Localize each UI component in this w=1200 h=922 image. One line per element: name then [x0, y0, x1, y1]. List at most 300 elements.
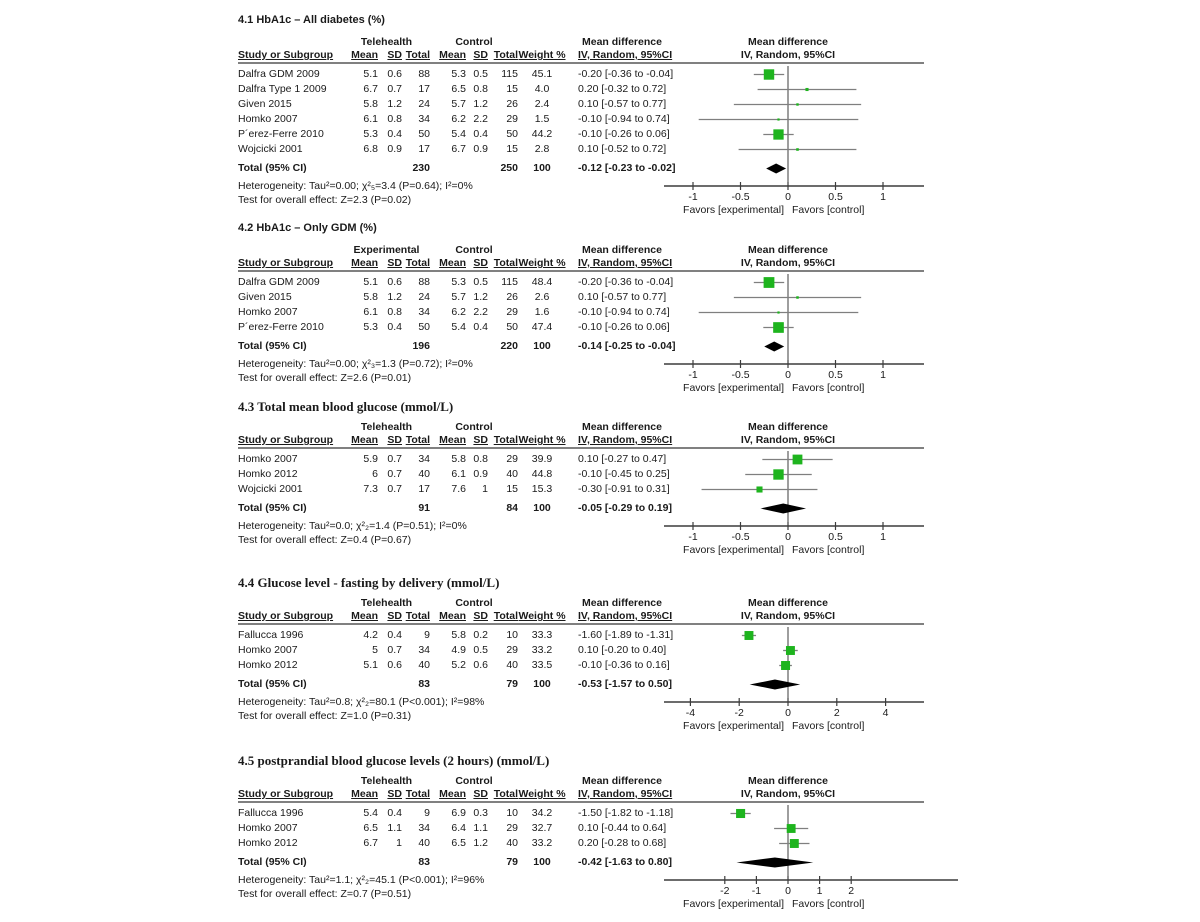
heterogeneity-text: Heterogeneity: Tau²=1.1; χ²₂=45.1 (P<0.001); I²=96%: [238, 874, 485, 886]
sd1-value: 0.4: [387, 128, 402, 140]
mean1-value: 4.2: [363, 629, 378, 641]
sd2-value: 0.5: [473, 276, 488, 288]
total1-value: 24: [418, 98, 430, 110]
study-name: Wojcicki 2001: [238, 143, 303, 155]
spacer: [466, 677, 488, 692]
plot-header-line2: IV, Random, 95%CI: [740, 788, 836, 800]
spacer: [566, 855, 578, 870]
total2-value: 50: [506, 128, 518, 140]
axis-tick-label: -0.5: [731, 531, 750, 543]
col-total2-header: Total: [493, 610, 518, 622]
axis-tick-label: -1: [688, 369, 698, 381]
mean1-value: 6.1: [363, 306, 378, 318]
total1-value: 17: [418, 143, 430, 155]
study-name: Given 2015: [238, 291, 292, 303]
weight-value: 48.4: [531, 276, 553, 288]
effect-square: [756, 486, 762, 492]
mean1-value: 5: [372, 644, 378, 656]
group-spacer: [518, 421, 566, 434]
favors-left-label: Favors [experimental]: [683, 382, 784, 394]
forest-plot-canvas: [658, 222, 970, 406]
col-sd2-header: SD: [473, 610, 488, 622]
sd1-value: 0.6: [387, 659, 402, 671]
spacer: [566, 643, 578, 658]
axis-tick-label: 1: [816, 885, 823, 897]
total-ci-text: -0.42 [-1.63 to 0.80]: [578, 856, 672, 868]
effect-square: [777, 311, 779, 313]
study-name: Homko 2007: [238, 306, 298, 318]
total-ci-text: -0.12 [-0.23 to -0.02]: [578, 162, 676, 174]
col-mean2-header: Mean: [439, 49, 466, 61]
axis-tick-label: 1: [880, 369, 886, 381]
heterogeneity-text: Heterogeneity: Tau²=0.00; χ²₃=1.3 (P=0.72); I²=0%: [238, 358, 473, 370]
axis-tick-label: -1: [751, 885, 762, 897]
col-study-header: Study or Subgroup: [238, 434, 334, 446]
summary-diamond: [766, 164, 786, 174]
col-study-header: Study or Subgroup: [238, 788, 334, 800]
spacer: [566, 127, 578, 142]
sd2-value: 0.2: [473, 629, 488, 641]
col-weight-header: Weight %: [518, 788, 566, 800]
total-weight: 100: [533, 678, 551, 690]
effect-square: [773, 322, 784, 333]
overall-effect-text: Test for overall effect: Z=0.4 (P=0.67): [238, 534, 412, 546]
total-label: Total (95% CI): [238, 856, 307, 868]
weight-value: 1.5: [534, 113, 550, 125]
axis-tick-label: 1: [880, 191, 886, 203]
total2-value: 40: [506, 837, 518, 849]
effect-header-line1: Mean difference: [582, 36, 662, 48]
mean1-value: 6.7: [363, 83, 378, 95]
mean2-value: 6.5: [451, 83, 466, 95]
total1-value: 50: [418, 321, 430, 333]
col-spacer: [566, 434, 578, 447]
forest-panel-4.5: [238, 753, 988, 922]
panel-title: 4.2 HbA1c – Only GDM (%): [238, 222, 377, 234]
total2-value: 10: [506, 807, 518, 819]
total1-sum: 91: [418, 502, 430, 514]
col-sd1-header: SD: [387, 434, 402, 446]
ci-text: 0.10 [-0.20 to 0.40]: [578, 644, 667, 656]
sd1-value: 0.9: [387, 143, 402, 155]
table-body: [238, 628, 728, 692]
spacer: [430, 161, 466, 176]
mean2-value: 5.3: [451, 276, 466, 288]
col-sd2-header: SD: [473, 788, 488, 800]
favors-left-label: Favors [experimental]: [683, 898, 784, 910]
total2-sum: 220: [500, 340, 518, 352]
effect-square: [787, 824, 796, 833]
overall-effect-text: Test for overall effect: Z=2.6 (P=0.01): [238, 372, 412, 384]
effect-square: [764, 277, 775, 288]
mean2-value: 6.1: [451, 468, 466, 480]
effect-square: [796, 103, 798, 105]
sd2-value: 0.8: [473, 83, 488, 95]
col-weight-header: Weight %: [518, 257, 566, 269]
group2-label: Control: [455, 421, 493, 433]
total2-value: 29: [506, 306, 518, 318]
axis-tick-label: 0: [785, 885, 791, 897]
sd2-value: 0.3: [473, 807, 488, 819]
group-spacer: [238, 244, 343, 257]
sd2-value: 0.4: [473, 321, 488, 333]
spacer: [566, 82, 578, 97]
col-mean2-header: Mean: [439, 610, 466, 622]
effect-square: [773, 469, 783, 479]
total2-sum: 79: [506, 678, 518, 690]
forest-plot-canvas: [658, 399, 970, 568]
col-sd2-header: SD: [473, 257, 488, 269]
total2-sum: 250: [500, 162, 518, 174]
study-name: Homko 2007: [238, 644, 298, 656]
total2-value: 26: [506, 98, 518, 110]
mean1-value: 5.1: [363, 68, 378, 80]
mean2-value: 5.8: [451, 453, 466, 465]
total2-value: 115: [501, 68, 518, 80]
total1-value: 34: [418, 113, 430, 125]
axis-tick-label: -2: [720, 885, 730, 897]
plot-header-line1: Mean difference: [748, 36, 828, 48]
plot-header-line2: IV, Random, 95%CI: [740, 434, 836, 446]
study-name: Dalfra Type 1 2009: [238, 83, 327, 95]
forest-panel-4.2: [238, 222, 988, 406]
spacer: [566, 467, 578, 482]
mean2-value: 5.7: [451, 291, 466, 303]
axis-tick-label: -0.5: [731, 369, 750, 381]
axis-tick-label: -1: [688, 191, 698, 203]
sd2-value: 0.8: [473, 453, 488, 465]
col-total2-header: Total: [493, 257, 518, 269]
col-sd1-header: SD: [387, 49, 402, 61]
spacer: [466, 161, 488, 176]
effect-square: [796, 296, 798, 298]
summary-diamond: [760, 504, 806, 514]
total-label: Total (95% CI): [238, 678, 307, 690]
weight-value: 44.2: [531, 128, 553, 140]
forest-panel-4.3: [238, 399, 988, 568]
study-row: [238, 628, 728, 643]
weight-value: 44.8: [531, 468, 553, 480]
mean2-value: 7.6: [451, 483, 466, 495]
effect-header-line1: Mean difference: [582, 775, 662, 787]
total2-value: 29: [506, 822, 518, 834]
total1-value: 40: [418, 837, 430, 849]
ci-text: 0.10 [-0.27 to 0.47]: [578, 453, 667, 465]
sd1-value: 0.8: [387, 113, 402, 125]
total1-value: 50: [418, 128, 430, 140]
spacer: [566, 275, 578, 290]
study-row: [238, 290, 728, 305]
col-total1-header: Total: [405, 49, 430, 61]
summary-diamond: [764, 342, 784, 352]
study-name: Fallucca 1996: [238, 807, 304, 819]
axis-tick-label: 2: [833, 707, 840, 719]
col-total2-header: Total: [493, 49, 518, 61]
forest-plot-canvas: [658, 753, 970, 922]
sd2-value: 1.2: [473, 837, 488, 849]
spacer: [378, 677, 402, 692]
axis-tick-label: 4: [882, 707, 889, 719]
study-row: [238, 482, 728, 497]
axis-tick-label: 2: [848, 885, 855, 897]
effect-square: [781, 661, 790, 670]
study-row: [238, 467, 728, 482]
study-name: Homko 2007: [238, 453, 298, 465]
weight-value: 1.6: [534, 306, 550, 318]
mean2-value: 5.7: [451, 98, 466, 110]
spacer: [566, 97, 578, 112]
weight-value: 4.0: [534, 83, 550, 95]
spacer: [343, 677, 378, 692]
sd1-value: 0.8: [387, 306, 402, 318]
table-body: [238, 67, 728, 176]
ci-text: -0.10 [-0.26 to 0.06]: [578, 321, 670, 333]
group-spacer: [518, 775, 566, 788]
sd1-value: 0.6: [387, 276, 402, 288]
col-study-header: Study or Subgroup: [238, 257, 334, 269]
mean1-value: 6.7: [363, 837, 378, 849]
weight-value: 33.2: [531, 644, 553, 656]
spacer: [566, 305, 578, 320]
weight-value: 32.7: [531, 822, 553, 834]
sd2-value: 0.5: [473, 644, 488, 656]
col-ci-header: IV, Random, 95%CI: [578, 610, 673, 622]
total2-value: 15: [506, 83, 518, 95]
ci-text: -0.30 [-0.91 to 0.31]: [578, 483, 670, 495]
mean1-value: 5.4: [363, 807, 378, 819]
sd2-value: 1: [482, 483, 488, 495]
total1-value: 34: [418, 644, 430, 656]
col-spacer: [566, 257, 578, 270]
axis-tick-label: 1: [880, 531, 886, 543]
total2-value: 115: [501, 276, 518, 288]
favors-right-label: Favors [control]: [792, 382, 865, 394]
study-name: Dalfra GDM 2009: [238, 68, 320, 80]
sd2-value: 2.2: [473, 113, 488, 125]
sd2-value: 0.6: [473, 659, 488, 671]
axis-tick-label: 0.5: [828, 369, 843, 381]
total1-value: 40: [418, 659, 430, 671]
col-total2-header: Total: [493, 434, 518, 446]
col-mean1-header: Mean: [351, 49, 378, 61]
ci-text: -1.60 [-1.89 to -1.31]: [578, 629, 674, 641]
mean1-value: 5.8: [363, 98, 378, 110]
spacer: [378, 501, 402, 516]
mean2-value: 6.9: [451, 807, 466, 819]
plot-header-line1: Mean difference: [748, 597, 828, 609]
mean2-value: 6.4: [451, 822, 466, 834]
plot-header-line2: IV, Random, 95%CI: [740, 257, 836, 269]
col-ci-header: IV, Random, 95%CI: [578, 788, 673, 800]
ci-text: 0.10 [-0.57 to 0.77]: [578, 291, 667, 303]
total2-value: 40: [506, 468, 518, 480]
col-sd1-header: SD: [387, 257, 402, 269]
effect-header-line1: Mean difference: [582, 597, 662, 609]
group-spacer: [566, 244, 578, 257]
total1-value: 9: [424, 807, 430, 819]
col-ci-header: IV, Random, 95%CI: [578, 257, 673, 269]
sd2-value: 0.9: [473, 143, 488, 155]
total-ci-text: -0.05 [-0.29 to 0.19]: [578, 502, 672, 514]
group-spacer: [566, 597, 578, 610]
table-body: [238, 806, 728, 870]
col-weight-header: Weight %: [518, 610, 566, 622]
plot-header-line2: IV, Random, 95%CI: [740, 610, 836, 622]
panel-title: 4.5 postprandial blood glucose levels (2 hours) (mmol/L): [238, 753, 550, 768]
axis-tick-label: 0: [785, 369, 791, 381]
sd1-value: 0.7: [387, 644, 402, 656]
spacer: [466, 855, 488, 870]
total-ci-text: -0.53 [-1.57 to 0.50]: [578, 678, 672, 690]
forest-plot-canvas: [658, 575, 970, 744]
spacer: [566, 836, 578, 851]
group1-label: Telehealth: [360, 775, 413, 787]
sd1-value: 0.7: [387, 483, 402, 495]
ci-text: 0.10 [-0.57 to 0.77]: [578, 98, 667, 110]
plot-header-line1: Mean difference: [748, 421, 828, 433]
study-row: [238, 658, 728, 673]
mean2-value: 5.8: [451, 629, 466, 641]
study-name: Dalfra GDM 2009: [238, 276, 320, 288]
plot-header-line2: IV, Random, 95%CI: [740, 49, 836, 61]
spacer: [378, 339, 402, 354]
col-weight-header: Weight %: [518, 434, 566, 446]
effect-square: [796, 148, 799, 151]
group1-label: Experimental: [353, 244, 420, 256]
ci-text: -0.10 [-0.45 to 0.25]: [578, 468, 670, 480]
col-total2-header: Total: [493, 788, 518, 800]
total1-value: 34: [418, 306, 430, 318]
ci-text: 0.10 [-0.52 to 0.72]: [578, 143, 667, 155]
study-name: Wojcicki 2001: [238, 483, 303, 495]
mean1-value: 6: [372, 468, 378, 480]
spacer: [378, 161, 402, 176]
spacer: [566, 290, 578, 305]
weight-value: 2.6: [534, 291, 550, 303]
axis-tick-label: -4: [685, 707, 696, 719]
spacer: [566, 806, 578, 821]
sd1-value: 1.1: [387, 822, 402, 834]
effect-square: [744, 631, 753, 640]
mean1-value: 5.3: [363, 321, 378, 333]
sd1-value: 0.4: [387, 629, 402, 641]
sd1-value: 0.4: [387, 321, 402, 333]
effect-square: [786, 646, 795, 655]
col-sd2-header: SD: [473, 49, 488, 61]
weight-value: 45.1: [531, 68, 553, 80]
spacer: [466, 501, 488, 516]
group-spacer: [518, 244, 566, 257]
col-total1-header: Total: [405, 257, 430, 269]
col-spacer: [566, 49, 578, 62]
mean1-value: 6.5: [363, 822, 378, 834]
group-spacer: [566, 421, 578, 434]
col-mean2-header: Mean: [439, 434, 466, 446]
spacer: [566, 821, 578, 836]
study-row: [238, 836, 728, 851]
total2-value: 29: [506, 644, 518, 656]
total-ci-text: -0.14 [-0.25 to -0.04]: [578, 340, 676, 352]
total-label: Total (95% CI): [238, 340, 307, 352]
weight-value: 2.8: [534, 143, 550, 155]
ci-text: -0.20 [-0.36 to -0.04]: [578, 276, 674, 288]
heterogeneity-text: Heterogeneity: Tau²=0.00; χ²₅=3.4 (P=0.64); I²=0%: [238, 180, 473, 192]
group2-label: Control: [455, 775, 493, 787]
study-row: [238, 305, 728, 320]
forest-panel-4.4: [238, 575, 988, 744]
total-weight: 100: [533, 502, 551, 514]
study-row: [238, 82, 728, 97]
total2-value: 50: [506, 321, 518, 333]
study-name: Homko 2012: [238, 659, 298, 671]
spacer: [378, 855, 402, 870]
total2-value: 26: [506, 291, 518, 303]
panel-title: 4.1 HbA1c – All diabetes (%): [238, 14, 385, 26]
study-row: [238, 142, 728, 157]
favors-left-label: Favors [experimental]: [683, 204, 784, 216]
table-body: [238, 275, 728, 354]
group1-label: Telehealth: [360, 597, 413, 609]
total-row: [238, 855, 728, 870]
mean1-value: 5.3: [363, 128, 378, 140]
sd2-value: 1.1: [473, 822, 488, 834]
study-name: Homko 2012: [238, 837, 298, 849]
spacer: [566, 142, 578, 157]
col-mean1-header: Mean: [351, 434, 378, 446]
sd1-value: 1.2: [387, 98, 402, 110]
total-row: [238, 501, 728, 516]
group-spacer: [238, 597, 343, 610]
total-weight: 100: [533, 856, 551, 868]
total-row: [238, 161, 728, 176]
mean1-value: 6.8: [363, 143, 378, 155]
spacer: [430, 501, 466, 516]
weight-value: 33.5: [531, 659, 553, 671]
total1-sum: 196: [412, 340, 430, 352]
axis-tick-label: -1: [688, 531, 698, 543]
study-name: Homko 2007: [238, 113, 298, 125]
col-study-header: Study or Subgroup: [238, 610, 334, 622]
total1-value: 88: [418, 276, 430, 288]
plot-header-line1: Mean difference: [748, 775, 828, 787]
axis-tick-label: 0: [785, 191, 791, 203]
col-sd2-header: SD: [473, 434, 488, 446]
group-spacer: [238, 775, 343, 788]
sd1-value: 1.2: [387, 291, 402, 303]
study-name: Given 2015: [238, 98, 292, 110]
mean2-value: 4.9: [451, 644, 466, 656]
col-mean1-header: Mean: [351, 257, 378, 269]
col-sd1-header: SD: [387, 788, 402, 800]
group1-label: Telehealth: [360, 36, 413, 48]
mean2-value: 6.7: [451, 143, 466, 155]
axis-tick-label: 0.5: [828, 531, 843, 543]
axis-tick-label: 0.5: [828, 191, 843, 203]
total2-value: 40: [506, 659, 518, 671]
total2-value: 15: [506, 143, 518, 155]
mean1-value: 5.9: [363, 453, 378, 465]
sd1-value: 0.7: [387, 468, 402, 480]
mean2-value: 6.2: [451, 306, 466, 318]
summary-diamond: [736, 858, 813, 868]
ci-text: 0.20 [-0.32 to 0.72]: [578, 83, 667, 95]
total2-value: 29: [506, 453, 518, 465]
ci-text: -1.50 [-1.82 to -1.18]: [578, 807, 674, 819]
mean2-value: 6.2: [451, 113, 466, 125]
sd1-value: 0.6: [387, 68, 402, 80]
study-row: [238, 275, 728, 290]
favors-left-label: Favors [experimental]: [683, 720, 784, 732]
